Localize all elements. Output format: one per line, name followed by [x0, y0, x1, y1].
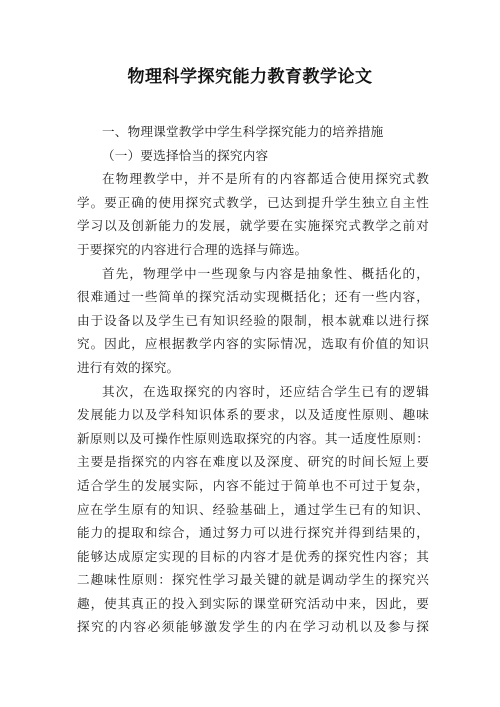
paragraph-line: 进行有效的探究。: [77, 359, 180, 375]
paragraph-line: 应在学生原有的知识、经验基础上，通过学生已有的知识、: [77, 501, 429, 517]
document-body: [77, 120, 429, 639]
paragraph-line: 主要是指探究的内容在难度以及深度、研究的时间长短上要: [77, 454, 429, 470]
paragraph-line: 其次，在选取探究的内容时，还应结合学生已有的逻辑: [102, 383, 429, 399]
paragraph-line: 由于设备以及学生已有知识经验的限制，根本就难以进行探: [77, 312, 429, 328]
paragraph-line: 能够达成原定实现的目标的内容才是优秀的探究性内容；其: [77, 548, 429, 564]
paragraph-line: 在物理教学中，并不是所有的内容都适合使用探究式教: [102, 171, 429, 187]
paragraph-line: 探究的内容必须能够激发学生的内在学习动机以及参与探: [77, 619, 429, 635]
section-heading: 一、物理课堂教学中学生科学探究能力的培养措施: [102, 124, 384, 139]
paragraph-line: 学。要正确的使用探究式教学，已达到提升学生独立自主性: [77, 194, 429, 210]
paragraph-line: 发展能力以及学科知识体系的要求，以及适度性原则、趣味: [77, 407, 429, 423]
paragraph-line: 二趣味性原则：探究性学习最关键的就是调动学生的探究兴: [77, 572, 429, 588]
paragraph-line: 能力的提取和综合，通过努力可以进行探究并得到结果的，: [77, 525, 429, 541]
subsection-heading: （一）要选择恰当的探究内容: [102, 147, 269, 163]
paragraph-line: 趣，使其真正的投入到实际的课堂研究活动中来，因此，要: [77, 595, 429, 611]
paragraph-line: 首先，物理学中一些现象与内容是抽象性、概括化的，: [102, 265, 429, 281]
paragraph-line: 新原则以及可操作性原则选取探究的内容。其一适度性原则：: [77, 430, 429, 446]
paragraph-line: 学习以及创新能力的发展，就学要在实施探究式教学之前对: [77, 218, 429, 234]
paragraph-line: 于要探究的内容进行合理的选择与筛选。: [77, 241, 308, 257]
paragraph-line: 很难通过一些简单的探究活动实现概括化；还有一些内容，: [77, 289, 429, 305]
paragraph-line: 究。因此，应根据教学内容的实际情况，选取有价值的知识: [77, 336, 429, 352]
paragraph-line: 适合学生的发展实际，内容不能过于简单也不可过于复杂，: [77, 477, 429, 493]
document-title: 物理科学探究能力教育教学论文: [127, 67, 373, 87]
